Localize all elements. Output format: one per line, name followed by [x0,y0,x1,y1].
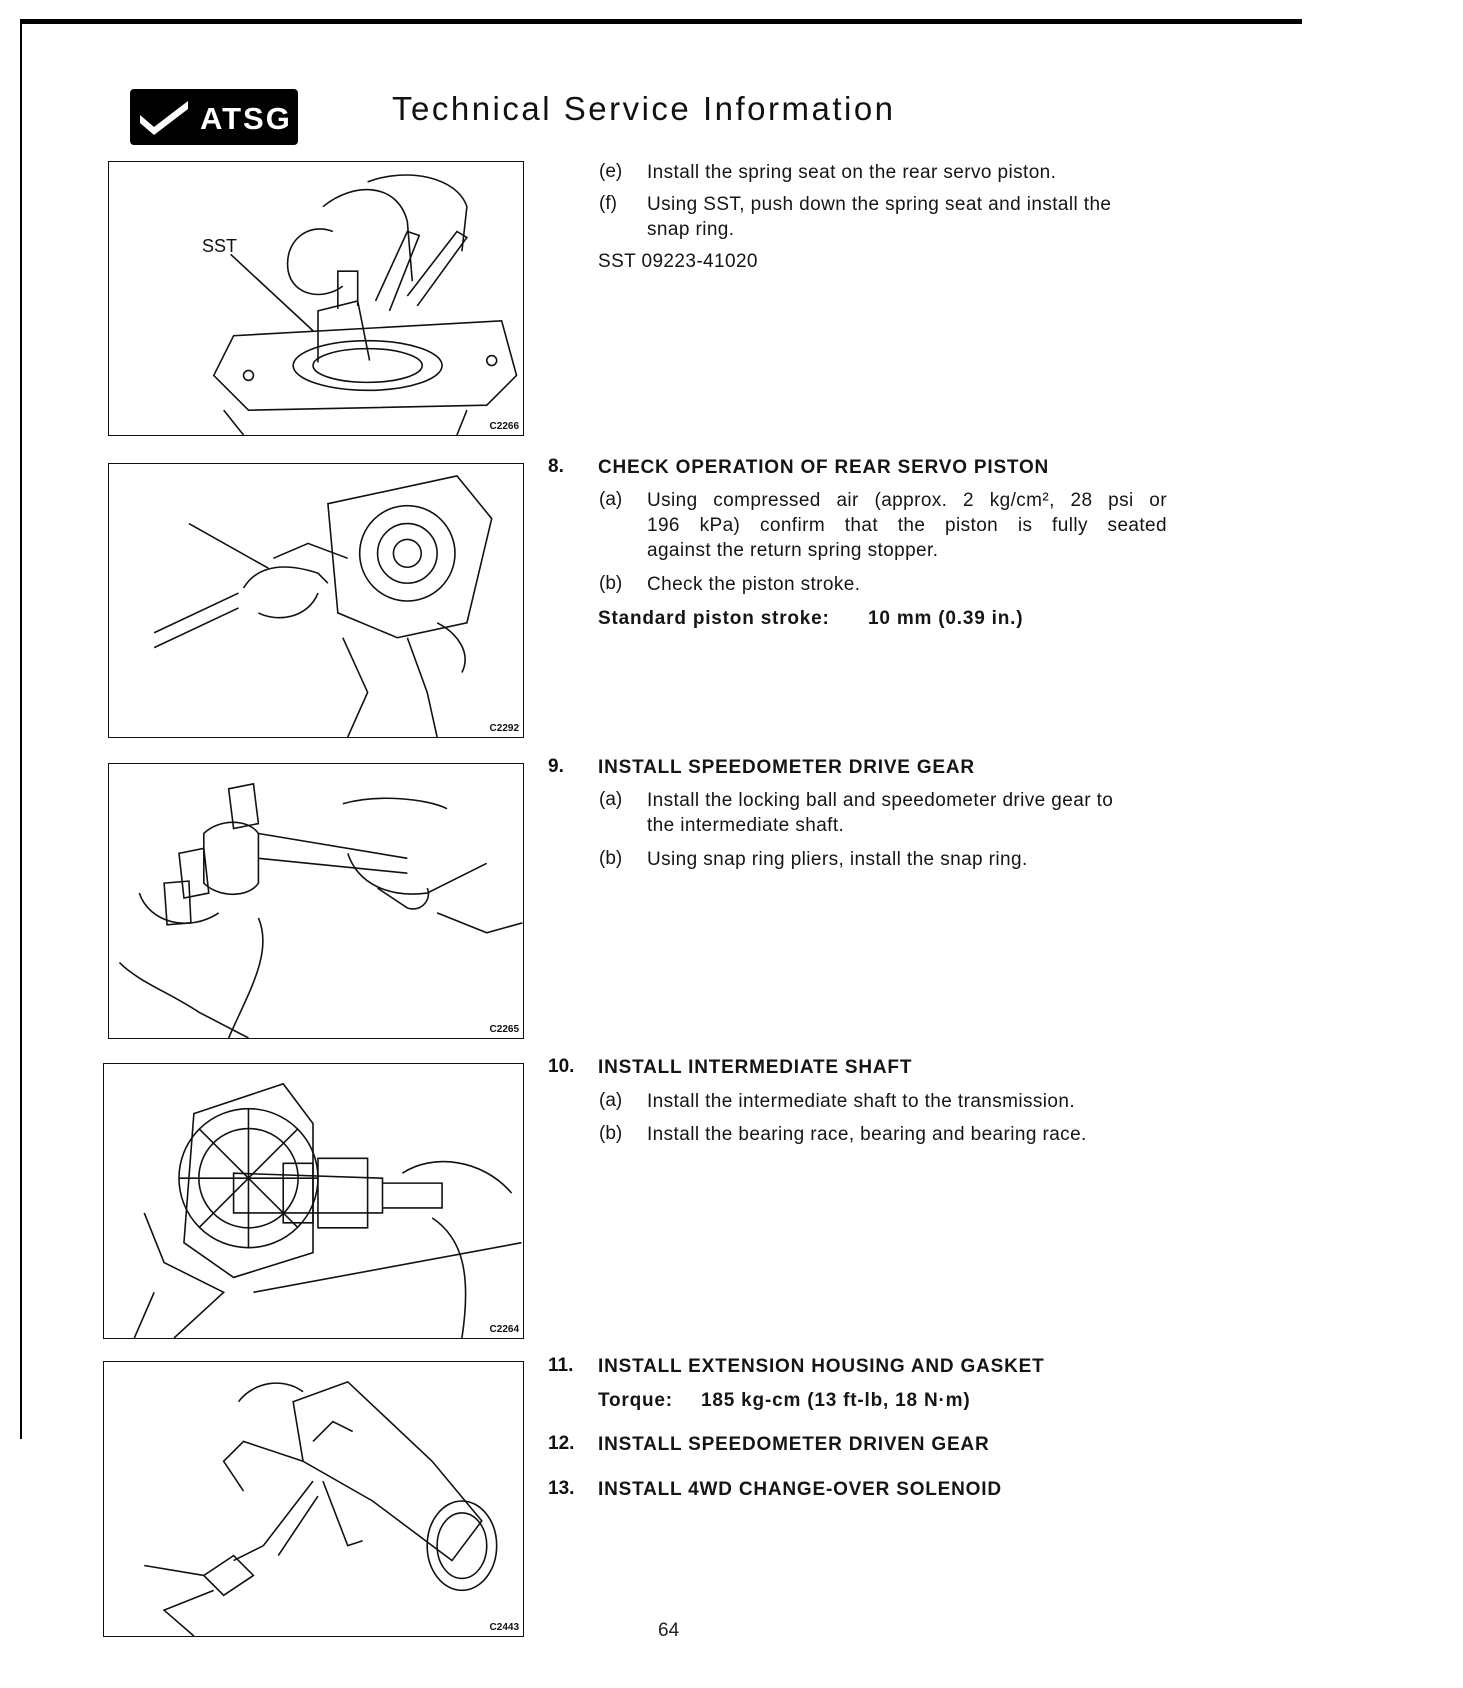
step-8-a-line3: against the return spring stopper. [647,540,939,561]
figure-code: C2265 [489,1024,519,1035]
step-8-title: CHECK OPERATION OF REAR SERVO PISTON [598,457,1050,478]
substep-e-label: (e) [599,161,623,182]
torque-spec-value: 185 kg-cm (13 ft-lb, 18 N·m) [701,1390,971,1411]
page-title: Technical Service Information [392,90,896,127]
step-12-title: INSTALL SPEEDOMETER DRIVEN GEAR [598,1434,990,1455]
piston-stroke-spec-value: 10 mm (0.39 in.) [868,608,1024,629]
step-8-number: 8. [548,456,564,477]
spring-seat-illustration [109,162,523,435]
figure-compressed-air-check [108,463,524,738]
step-13-title: INSTALL 4WD CHANGE-OVER SOLENOID [598,1479,1002,1500]
step-12-number: 12. [548,1433,575,1454]
figure-code: C2264 [489,1324,519,1335]
substep-f-label: (f) [599,193,617,214]
step-9-b-label: (b) [599,848,623,869]
step-9-a-line2: the intermediate shaft. [647,815,845,836]
figure-code: C2266 [489,421,519,432]
step-10-a-text: Install the intermediate shaft to the transmission. [647,1091,1076,1112]
figure-extension-housing [103,1361,524,1637]
top-rule [20,19,1302,24]
figure-code: C2443 [489,1622,519,1633]
step-9-title: INSTALL SPEEDOMETER DRIVE GEAR [598,757,975,778]
step-9-b-text: Using snap ring pliers, install the snap ring. [647,849,1028,870]
substep-f-text-line1: Using SST, push down the spring seat and install the [647,194,1112,215]
step-10-title: INSTALL INTERMEDIATE SHAFT [598,1057,913,1078]
step-8-b-label: (b) [599,573,623,594]
sst-number: SST 09223-41020 [598,251,758,272]
extension-housing-illustration [104,1362,523,1636]
step-9-a-label: (a) [599,789,623,810]
drive-gear-illustration [109,764,523,1038]
left-rule [20,24,22,1439]
step-8-a-line2: 196 kPa) confirm that the piston is fully seated [647,515,1167,536]
logo-text: ATSG [200,101,292,136]
step-10-number: 10. [548,1056,575,1077]
piston-stroke-spec-label: Standard piston stroke: [598,608,830,629]
sst-callout-label: SST [202,236,238,256]
step-8-a-line1: Using compressed air (approx. 2 kg/cm², 28 psi or [647,490,1167,511]
step-10-b-text: Install the bearing race, bearing and bearing race. [647,1124,1087,1145]
intermediate-shaft-illustration [104,1064,523,1338]
substep-e-text: Install the spring seat on the rear servo piston. [647,162,1057,183]
step-13-number: 13. [548,1478,575,1499]
figure-speedometer-drive-gear [108,763,524,1039]
step-11-title: INSTALL EXTENSION HOUSING AND GASKET [598,1356,1045,1377]
figure-spring-seat [108,161,524,436]
figure-code: C2292 [489,723,519,734]
step-9-number: 9. [548,756,564,777]
page-number: 64 [658,1620,680,1641]
torque-spec-label: Torque: [598,1390,673,1411]
step-8-a-label: (a) [599,489,623,510]
step-10-a-label: (a) [599,1090,623,1111]
step-10-b-label: (b) [599,1123,623,1144]
step-8-b-text: Check the piston stroke. [647,574,861,595]
step-9-a-line1: Install the locking ball and speedometer drive gear to [647,790,1114,811]
atsg-logo [130,89,298,145]
servo-air-check-illustration [109,464,523,737]
figure-intermediate-shaft [103,1063,524,1339]
substep-f-text-line2: snap ring. [647,219,735,240]
step-11-number: 11. [548,1355,574,1376]
